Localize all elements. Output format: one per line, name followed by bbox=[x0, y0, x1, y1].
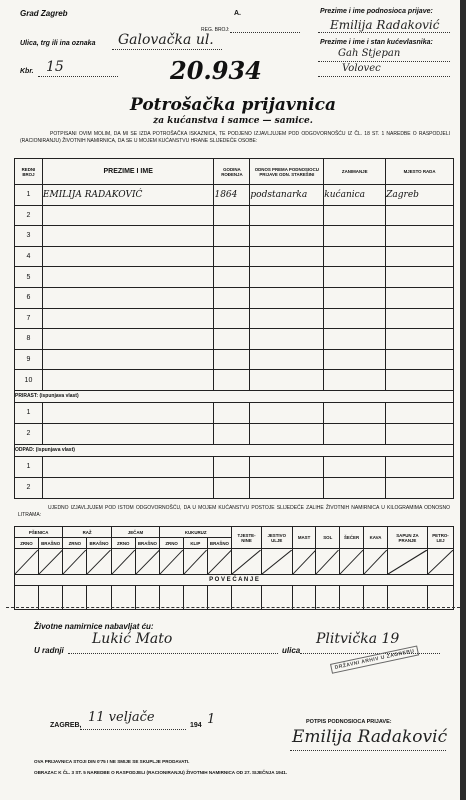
shop-label: U radnji bbox=[34, 646, 64, 655]
empty-cell bbox=[42, 477, 214, 498]
stock-cell bbox=[15, 586, 39, 610]
empty-cell bbox=[386, 477, 454, 498]
stock-increase-row bbox=[15, 586, 454, 610]
stock-cell bbox=[292, 549, 316, 575]
stock-cell bbox=[63, 586, 87, 610]
work-place bbox=[386, 205, 454, 226]
table-row bbox=[15, 329, 454, 350]
table-row bbox=[15, 267, 454, 288]
table-row bbox=[15, 226, 454, 247]
work-place bbox=[386, 308, 454, 329]
stock-values-row bbox=[15, 549, 454, 575]
table-row bbox=[15, 370, 454, 391]
stock-group-psenica: PŠENICA bbox=[15, 527, 63, 538]
empty-cell bbox=[214, 402, 250, 423]
stock-cell bbox=[87, 586, 112, 610]
empty-cell bbox=[42, 402, 214, 423]
col-header-year: GODINA ROĐENJA bbox=[214, 159, 250, 185]
declaration-text: UJEDNO IZJAVLJUJEM POD ISTOM ODGOVORNOŠĆU, DA U MOJEM KUĆANSTVU POSTOJE SLIJEDEĆE ZALIHE ŽIVOTNIH NAMIRNICA U KILOGRAMIMA ODNOSNO LITRAMA: bbox=[18, 505, 450, 518]
person-name bbox=[42, 349, 214, 370]
stock-cell bbox=[207, 549, 232, 575]
stock-cell bbox=[261, 549, 292, 575]
stock-kava: KAVA bbox=[364, 527, 388, 549]
city-label: Grad Zagreb bbox=[20, 9, 68, 18]
stock-cell bbox=[364, 549, 388, 575]
stock-cell bbox=[427, 549, 453, 575]
occupation bbox=[324, 308, 386, 329]
empty-cell bbox=[214, 423, 250, 444]
relation: podstanarka bbox=[250, 185, 324, 206]
form-letter: A. bbox=[234, 10, 241, 17]
occupation: kućanica bbox=[324, 185, 386, 206]
stock-cell bbox=[292, 586, 316, 610]
row-number: 3 bbox=[15, 226, 43, 247]
birth-year bbox=[214, 205, 250, 226]
person-name bbox=[42, 246, 214, 267]
col-header-occupation: ZANIMANJE bbox=[324, 159, 386, 185]
house-label: Kbr. bbox=[20, 68, 34, 75]
occupation bbox=[324, 329, 386, 350]
empty-cell bbox=[386, 456, 454, 477]
odpad-label: ODPAD: (ispunjava vlast) bbox=[15, 444, 454, 456]
occupation bbox=[324, 246, 386, 267]
person-name bbox=[42, 370, 214, 391]
stock-cell bbox=[207, 586, 232, 610]
empty-cell bbox=[386, 402, 454, 423]
shop-value: Lukić Mato bbox=[92, 631, 173, 647]
empty-cell bbox=[42, 423, 214, 444]
stock-cell bbox=[232, 586, 262, 610]
person-name bbox=[42, 267, 214, 288]
stock-cell bbox=[364, 586, 388, 610]
person-name bbox=[42, 287, 214, 308]
empty-cell bbox=[42, 456, 214, 477]
work-place bbox=[386, 370, 454, 391]
empty-cell bbox=[214, 477, 250, 498]
stock-mast: MAST bbox=[292, 527, 316, 549]
empty-cell bbox=[324, 423, 386, 444]
form-title: Potrošačka prijavnica bbox=[130, 95, 336, 115]
empty-cell bbox=[250, 402, 324, 423]
sub-zrno: ZRNO bbox=[63, 538, 87, 549]
table-row bbox=[15, 185, 454, 206]
work-place bbox=[386, 287, 454, 308]
stock-cell bbox=[111, 586, 135, 610]
birth-year bbox=[214, 308, 250, 329]
empty-cell bbox=[324, 477, 386, 498]
street-label: Ulica, trg ili ina oznaka bbox=[20, 40, 96, 47]
work-place bbox=[386, 226, 454, 247]
row-number: 10 bbox=[15, 370, 43, 391]
sub-brasno: BRAŠNO bbox=[135, 538, 160, 549]
sub-zrno: ZRNO bbox=[160, 538, 184, 549]
relation bbox=[250, 349, 324, 370]
relation bbox=[250, 308, 324, 329]
intro-text: POTPISANI OVIM MOLIM, DA MI SE IZDA POTROŠAČKA ISKAZNICA, TE PODJENO IZJAVLJUJEM POD ODGOVORNOŠĆU IZ ČL. 18 ST. 1 NAREDBE O RASPODJELI (RACIONIRANJU) ŽIVOTNIH NAMIRNICA, DA SE U MOJEM KUĆANSTVU HRANE SLIJEDEĆE OSOBE: bbox=[20, 131, 450, 144]
stock-cell bbox=[135, 549, 160, 575]
stock-cell bbox=[316, 586, 340, 610]
row-number: 8 bbox=[15, 329, 43, 350]
submitter-label: Prezime i ime podnosioca prijave: bbox=[320, 8, 433, 15]
col-header-num: REDNI BROJ bbox=[15, 159, 43, 185]
occupation bbox=[324, 226, 386, 247]
row-number: 9 bbox=[15, 349, 43, 370]
prirast-label: PRIRAST: (ispunjava vlast) bbox=[15, 390, 454, 402]
sub-brasno: BRAŠNO bbox=[87, 538, 112, 549]
persons-table bbox=[14, 158, 454, 499]
work-place bbox=[386, 329, 454, 350]
sub-zrno: ZRNO bbox=[111, 538, 135, 549]
stock-cell bbox=[38, 586, 63, 610]
stock-group-kukuruz: KUKURUZ bbox=[160, 527, 232, 538]
stock-cell bbox=[427, 586, 453, 610]
form-note: OBRAZAC K ČL. 3 ST. 5 NAREDBE O RASPODJELI (RACIONIRANJU) ŽIVOTNIH NAMIRNICA OD 27. SIJEČNJA 1941. bbox=[34, 770, 288, 775]
sub-brasno: BRAŠNO bbox=[207, 538, 232, 549]
stock-petrolej: PETRO- LEJ bbox=[427, 527, 453, 549]
relation bbox=[250, 329, 324, 350]
person-name bbox=[42, 226, 214, 247]
stock-cell bbox=[232, 549, 262, 575]
stock-cell bbox=[38, 549, 63, 575]
empty-cell bbox=[250, 456, 324, 477]
occupation bbox=[324, 287, 386, 308]
price-note: OVA PRIJAVNICA STOJI DIN 0'75 I NE SMIJE SE SKUPLJE PRODAVATI. bbox=[34, 759, 190, 764]
supply-label: Životne namirnice nabavljat ću: bbox=[34, 622, 154, 631]
stock-group-jecam: JEČAM bbox=[111, 527, 159, 538]
date-value: 11 veljače bbox=[88, 710, 155, 725]
stock-cell bbox=[63, 549, 87, 575]
empty-cell bbox=[250, 423, 324, 444]
table-row bbox=[15, 308, 454, 329]
owner-label: Prezime i ime i stan kućevlasnika: bbox=[320, 39, 433, 46]
person-name bbox=[42, 205, 214, 226]
odpad-band bbox=[15, 444, 454, 456]
stock-cell bbox=[316, 549, 340, 575]
stock-cell bbox=[184, 586, 208, 610]
work-place bbox=[386, 349, 454, 370]
stock-ulje: JESTIVO ULJE bbox=[261, 527, 292, 549]
birth-year bbox=[214, 287, 250, 308]
stock-secer: ŠEĆER bbox=[340, 527, 364, 549]
empty-cell bbox=[214, 456, 250, 477]
sub-klip: KLIP bbox=[184, 538, 208, 549]
stock-cell bbox=[387, 586, 427, 610]
person-name bbox=[42, 308, 214, 329]
stock-sol: SOL bbox=[316, 527, 340, 549]
submitter-value: Emilija Radaković bbox=[330, 18, 440, 32]
house-value: 15 bbox=[46, 59, 64, 75]
empty-cell bbox=[324, 456, 386, 477]
stock-cell bbox=[184, 549, 208, 575]
stock-tjestenine: TJESTE- NINE bbox=[232, 527, 262, 549]
stock-table bbox=[14, 526, 454, 610]
table-row bbox=[15, 423, 454, 444]
relation bbox=[250, 370, 324, 391]
table-row bbox=[15, 349, 454, 370]
signature-label: POTPIS PODNOSIOCA PRIJAVE: bbox=[306, 719, 392, 725]
reg-label: REG. BROJ: bbox=[201, 27, 230, 33]
stock-cell bbox=[340, 549, 364, 575]
birth-year bbox=[214, 370, 250, 391]
scan-edge bbox=[460, 0, 466, 800]
birth-year bbox=[214, 267, 250, 288]
occupation bbox=[324, 349, 386, 370]
birth-year bbox=[214, 246, 250, 267]
table-row bbox=[15, 287, 454, 308]
row-number: 2 bbox=[15, 423, 43, 444]
signature-value: Emilija Radaković bbox=[292, 727, 448, 747]
work-place bbox=[386, 267, 454, 288]
owner-value-1: Gah Stjepan bbox=[338, 48, 401, 59]
place-label: ZAGREB, bbox=[50, 722, 82, 729]
birth-year bbox=[214, 329, 250, 350]
occupation bbox=[324, 370, 386, 391]
owner-value-2: Volovec bbox=[342, 63, 381, 74]
stock-cell bbox=[15, 549, 39, 575]
row-number: 6 bbox=[15, 287, 43, 308]
row-number: 2 bbox=[15, 205, 43, 226]
prirast-band bbox=[15, 390, 454, 402]
shop-street-label: ulica bbox=[282, 646, 301, 655]
birth-year: 1864 bbox=[214, 185, 250, 206]
empty-cell bbox=[386, 423, 454, 444]
work-place: Zagreb bbox=[386, 185, 454, 206]
row-number: 7 bbox=[15, 308, 43, 329]
relation bbox=[250, 287, 324, 308]
row-number: 1 bbox=[15, 402, 43, 423]
table-row bbox=[15, 456, 454, 477]
table-row bbox=[15, 205, 454, 226]
relation bbox=[250, 226, 324, 247]
stock-cell bbox=[135, 586, 160, 610]
row-number: 1 bbox=[15, 456, 43, 477]
stock-cell bbox=[261, 586, 292, 610]
birth-year bbox=[214, 226, 250, 247]
stock-cell bbox=[111, 549, 135, 575]
col-header-place: MJESTO RADA bbox=[386, 159, 454, 185]
sub-brasno: BRAŠNO bbox=[38, 538, 63, 549]
table-row bbox=[15, 402, 454, 423]
table-row bbox=[15, 246, 454, 267]
stock-cell bbox=[387, 549, 427, 575]
increase-label: P O V E Ć A N J E bbox=[15, 575, 454, 586]
col-header-relation: ODNOS PREMA PODNOSIOCU PRIJAVE ODN. STAREŠINI bbox=[250, 159, 324, 185]
stock-cell bbox=[160, 549, 184, 575]
reg-number: 20.934 bbox=[170, 56, 262, 85]
relation bbox=[250, 267, 324, 288]
archive-stamp: DRŽAVNI ARHIV U ZAGREBU bbox=[330, 645, 419, 673]
birth-year bbox=[214, 349, 250, 370]
table-row bbox=[15, 477, 454, 498]
stock-group-raz: RAŽ bbox=[63, 527, 111, 538]
empty-cell bbox=[250, 477, 324, 498]
form-subtitle: za kućanstva i samce — samice. bbox=[153, 116, 313, 126]
street-value: Galovačka ul. bbox=[118, 32, 214, 48]
person-name bbox=[42, 329, 214, 350]
empty-cell bbox=[324, 402, 386, 423]
row-number: 4 bbox=[15, 246, 43, 267]
relation bbox=[250, 246, 324, 267]
sub-zrno: ZRNO bbox=[15, 538, 39, 549]
relation bbox=[250, 205, 324, 226]
row-number: 2 bbox=[15, 477, 43, 498]
stock-cell bbox=[340, 586, 364, 610]
year-value: 1 bbox=[207, 712, 216, 727]
row-number: 1 bbox=[15, 185, 43, 206]
stock-sapun: SAPUN ZA PRANJE bbox=[387, 527, 427, 549]
cut-line bbox=[6, 607, 460, 608]
year-prefix: 194 bbox=[190, 722, 202, 729]
persons-header-row bbox=[15, 159, 454, 185]
occupation bbox=[324, 267, 386, 288]
stock-cell bbox=[87, 549, 112, 575]
stock-cell bbox=[160, 586, 184, 610]
row-number: 5 bbox=[15, 267, 43, 288]
col-header-name: PREZIME I IME bbox=[42, 159, 214, 185]
shop-street-value: Plitvička 19 bbox=[316, 631, 400, 647]
work-place bbox=[386, 246, 454, 267]
person-name: EMILIJA RADAKOVIĆ bbox=[42, 185, 214, 206]
occupation bbox=[324, 205, 386, 226]
